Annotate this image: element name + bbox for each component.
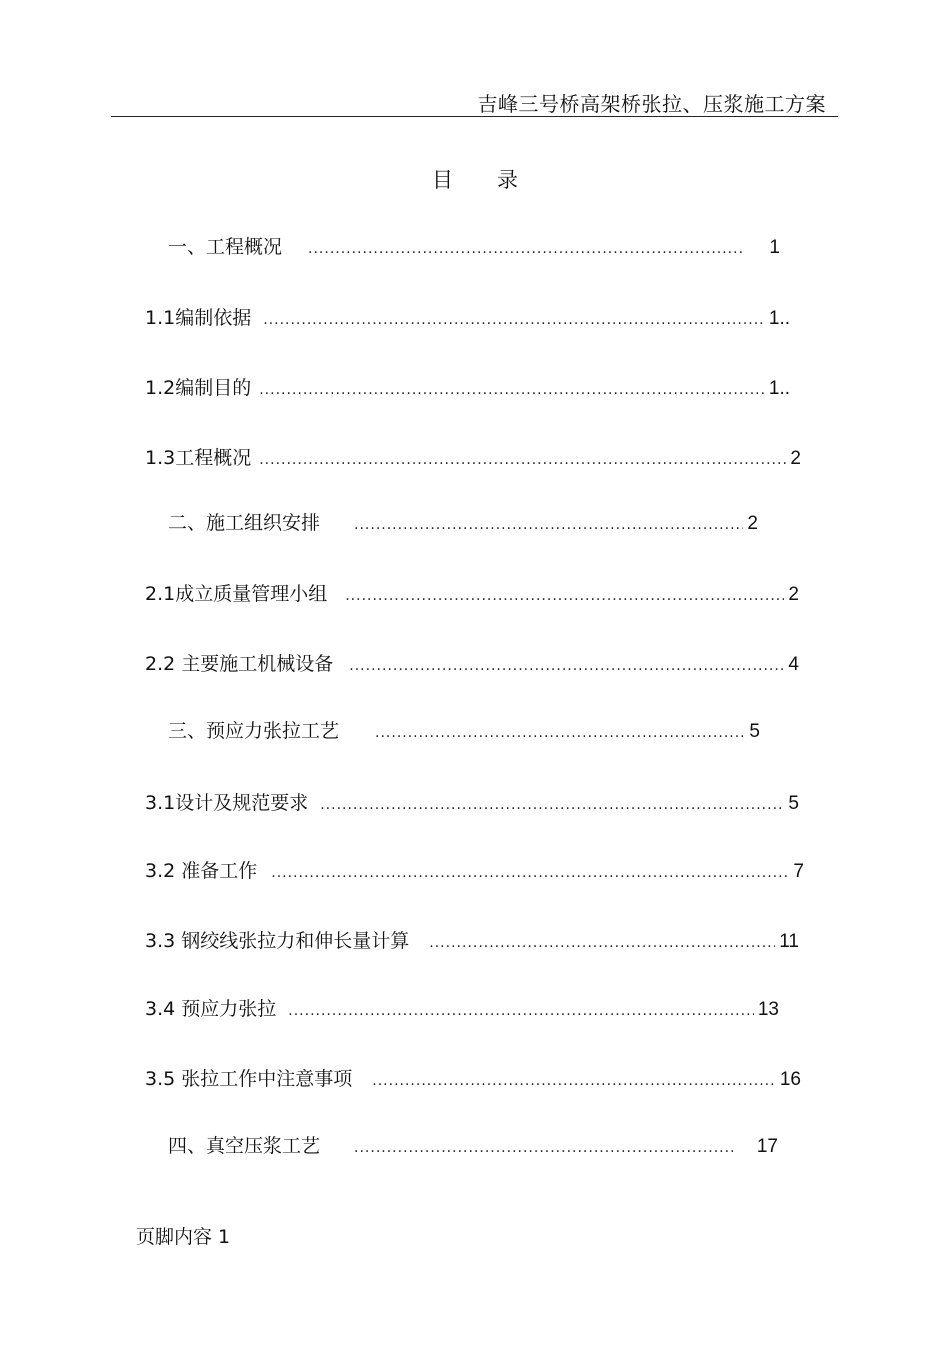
toc-entry-label: 三、预应力张拉工艺 — [168, 720, 340, 742]
toc-entry-1-2[interactable] — [145, 375, 790, 401]
toc-entry-label: 3.3 钢绞线张拉力和伸长量计算 — [145, 930, 410, 952]
toc-entry-2-1[interactable] — [145, 581, 799, 607]
toc-entry-page: 1 — [769, 237, 780, 258]
toc-leader-dots — [259, 447, 786, 473]
toc-entry-1[interactable] — [168, 234, 780, 260]
toc-heading — [0, 164, 950, 194]
toc-leader-dots — [308, 236, 743, 262]
toc-heading-left: 目 — [432, 168, 453, 192]
toc-entry-3-5[interactable] — [145, 1066, 801, 1092]
toc-entry-page: 13 — [757, 999, 779, 1020]
toc-entry-label: 1.1编制依据 — [145, 307, 252, 329]
header-divider — [111, 116, 838, 117]
toc-entry-3-2[interactable] — [145, 858, 804, 884]
toc-entry-3-4[interactable] — [145, 996, 779, 1022]
toc-entry-page: 1.. — [768, 378, 790, 399]
toc-entry-page: 2 — [790, 448, 801, 469]
toc-entry-label: 2.2 主要施工机械设备 — [145, 653, 334, 675]
toc-leader-dots — [288, 998, 754, 1024]
toc-entry-label: 1.3工程概况 — [145, 447, 252, 469]
toc-leader-dots — [354, 512, 743, 538]
toc-entry-page: 17 — [756, 1136, 778, 1157]
toc-leader-dots — [345, 583, 784, 609]
toc-entry-label: 一、工程概况 — [168, 236, 283, 258]
toc-entry-label: 3.4 预应力张拉 — [145, 998, 277, 1020]
toc-entry-page: 2 — [788, 584, 799, 605]
toc-entry-2[interactable] — [168, 510, 758, 536]
toc-entry-page: 2 — [747, 513, 758, 534]
toc-leader-dots — [259, 377, 765, 403]
toc-entry-label: 2.1成立质量管理小组 — [145, 583, 328, 605]
toc-entry-1-1[interactable] — [145, 305, 790, 331]
toc-entry-label: 3.1设计及规范要求 — [145, 792, 309, 814]
toc-entry-label: 1.2编制目的 — [145, 377, 252, 399]
toc-entry-page: 16 — [779, 1069, 801, 1090]
toc-heading-right: 录 — [497, 168, 518, 192]
toc-entry-1-3[interactable] — [145, 445, 801, 471]
toc-leader-dots — [349, 653, 784, 679]
toc-leader-dots — [263, 307, 765, 333]
toc-leader-dots — [372, 1068, 776, 1094]
toc-entry-label: 四、真空压浆工艺 — [168, 1135, 321, 1157]
toc-entry-page: 7 — [793, 861, 804, 882]
toc-entry-3-1[interactable] — [145, 790, 799, 816]
toc-entry-page: 5 — [749, 721, 760, 742]
page-footer: 页脚内容 1 — [136, 1226, 231, 1248]
toc-leader-dots — [375, 720, 745, 746]
toc-entry-2-2[interactable] — [145, 651, 799, 677]
toc-leader-dots — [429, 930, 775, 956]
toc-entry-label: 3.2 准备工作 — [145, 860, 258, 882]
toc-entry-page: 5 — [788, 793, 799, 814]
toc-entry-label: 二、施工组织安排 — [168, 512, 321, 534]
toc-entry-3-3[interactable] — [145, 928, 799, 954]
document-header-title: 吉峰三号桥高架桥张拉、压浆施工方案 — [477, 92, 826, 116]
toc-leader-dots — [320, 792, 784, 818]
toc-entry-page: 11 — [779, 931, 799, 952]
toc-entry-page: 1.. — [768, 308, 790, 329]
toc-leader-dots — [354, 1135, 733, 1161]
toc-entry-page: 4 — [788, 654, 799, 675]
toc-entry-label: 3.5 张拉工作中注意事项 — [145, 1068, 353, 1090]
toc-leader-dots — [271, 860, 789, 886]
toc-entry-4[interactable] — [168, 1133, 778, 1159]
toc-entry-3[interactable] — [168, 718, 760, 744]
